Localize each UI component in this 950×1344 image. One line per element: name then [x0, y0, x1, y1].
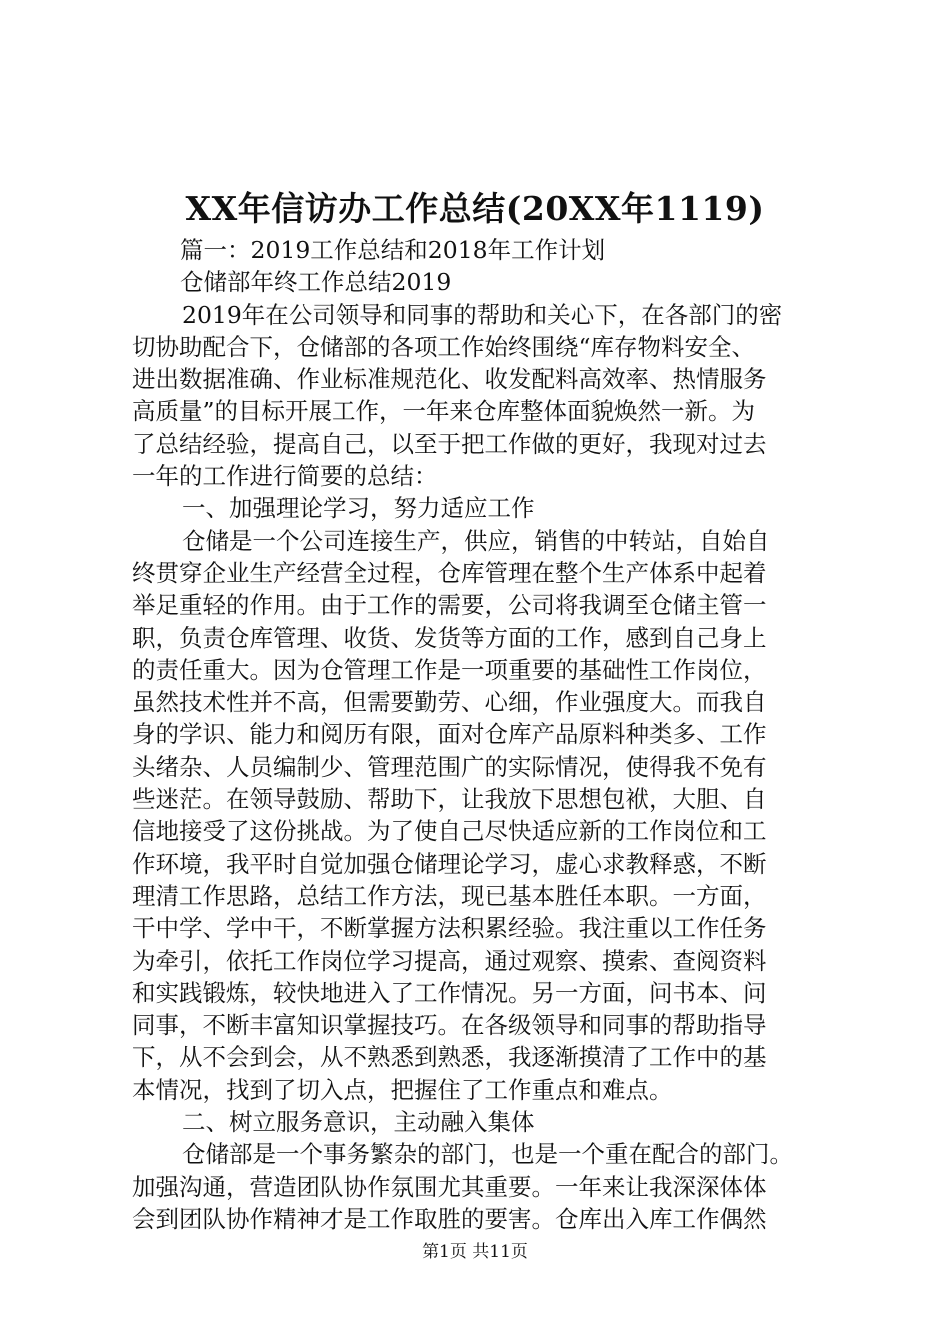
- paragraph-line: 2019年在公司领导和同事的帮助和关心下，在各部门的密: [182, 300, 783, 329]
- paragraph-line: 终贯穿企业生产经营全过程，仓库管理在整个生产体系中起着: [132, 558, 767, 587]
- paragraph-line: 的责任重大。因为仓管理工作是一项重要的基础性工作岗位，: [132, 655, 767, 684]
- document-title: XX年信访办工作总结(20XX年1119): [185, 189, 765, 228]
- paragraph-line: 理清工作思路，总结工作方法，现已基本胜任本职。一方面，: [132, 881, 767, 910]
- paragraph-line: 切协助配合下，仓储部的各项工作始终围绕“库存物料安全、: [132, 332, 756, 361]
- subheading: 仓储部年终工作总结2019: [180, 268, 452, 297]
- paragraph-line: 举足重轻的作用。由于工作的需要，公司将我调至仓储主管一: [132, 591, 767, 620]
- section-heading: 二、树立服务意识，主动融入集体: [182, 1108, 535, 1137]
- document-body: [132, 234, 852, 1235]
- page-number-footer: 第1页 共11页: [422, 1242, 528, 1262]
- paragraph-line: 些迷茫。在领导鼓励、帮助下，让我放下思想包袱，大胆、自: [132, 785, 767, 814]
- paragraph-line: 仓储部是一个事务繁杂的部门，也是一个重在配合的部门。: [182, 1140, 793, 1169]
- paragraph-line: 信地接受了这份挑战。为了使自己尽快适应新的工作岗位和工: [132, 817, 767, 846]
- paragraph-line: 仓储是一个公司连接生产，供应，销售的中转站，自始自: [182, 526, 770, 555]
- paragraph-line: 身的学识、能力和阅历有限，面对仓库产品原料种类多、工作: [132, 720, 767, 749]
- paragraph-line: 干中学、学中干，不断掌握方法积累经验。我注重以工作任务: [132, 914, 767, 943]
- section-heading: 篇一：2019工作总结和2018年工作计划: [180, 236, 606, 264]
- paragraph-line: 本情况，找到了切入点，把握住了工作重点和难点。: [132, 1075, 673, 1104]
- paragraph-line: 一年的工作进行简要的总结：: [132, 462, 438, 491]
- paragraph-line: 头绪杂、人员编制少、管理范围广的实际情况，使得我不免有: [132, 752, 767, 781]
- paragraph-line: 了总结经验，提高自己，以至于把工作做的更好，我现对过去: [132, 429, 767, 458]
- paragraph-line: 高质量”的目标开展工作，一年来仓库整体面貌焕然一新。为: [132, 397, 756, 426]
- paragraph-line: 下，从不会到会，从不熟悉到熟悉，我逐渐摸清了工作中的基: [132, 1043, 767, 1072]
- paragraph-line: 虽然技术性并不高，但需要勤劳、心细，作业强度大。而我自: [132, 688, 767, 717]
- paragraph-line: 进出数据准确、作业标准规范化、收发配料高效率、热情服务: [132, 365, 767, 394]
- paragraph-line: 同事，不断丰富知识掌握技巧。在各级领导和同事的帮助指导: [132, 1011, 767, 1040]
- paragraph-line: 为牵引，依托工作岗位学习提高，通过观察、摸索、查阅资料: [132, 946, 767, 975]
- paragraph-line: 会到团队协作精神才是工作取胜的要害。仓库出入库工作偶然: [132, 1204, 767, 1233]
- paragraph-line: 作环境，我平时自觉加强仓储理论学习，虚心求教释惑，不断: [132, 849, 767, 878]
- paragraph-line: 加强沟通，营造团队协作氛围尤其重要。一年来让我深深体体: [132, 1172, 767, 1201]
- paragraph-line: 职，负责仓库管理、收货、发货等方面的工作，感到自己身上: [132, 623, 767, 652]
- section-heading: 一、加强理论学习，努力适应工作: [182, 494, 535, 523]
- paragraph-line: 和实践锻炼，较快地进入了工作情况。另一方面，问书本、问: [132, 978, 767, 1007]
